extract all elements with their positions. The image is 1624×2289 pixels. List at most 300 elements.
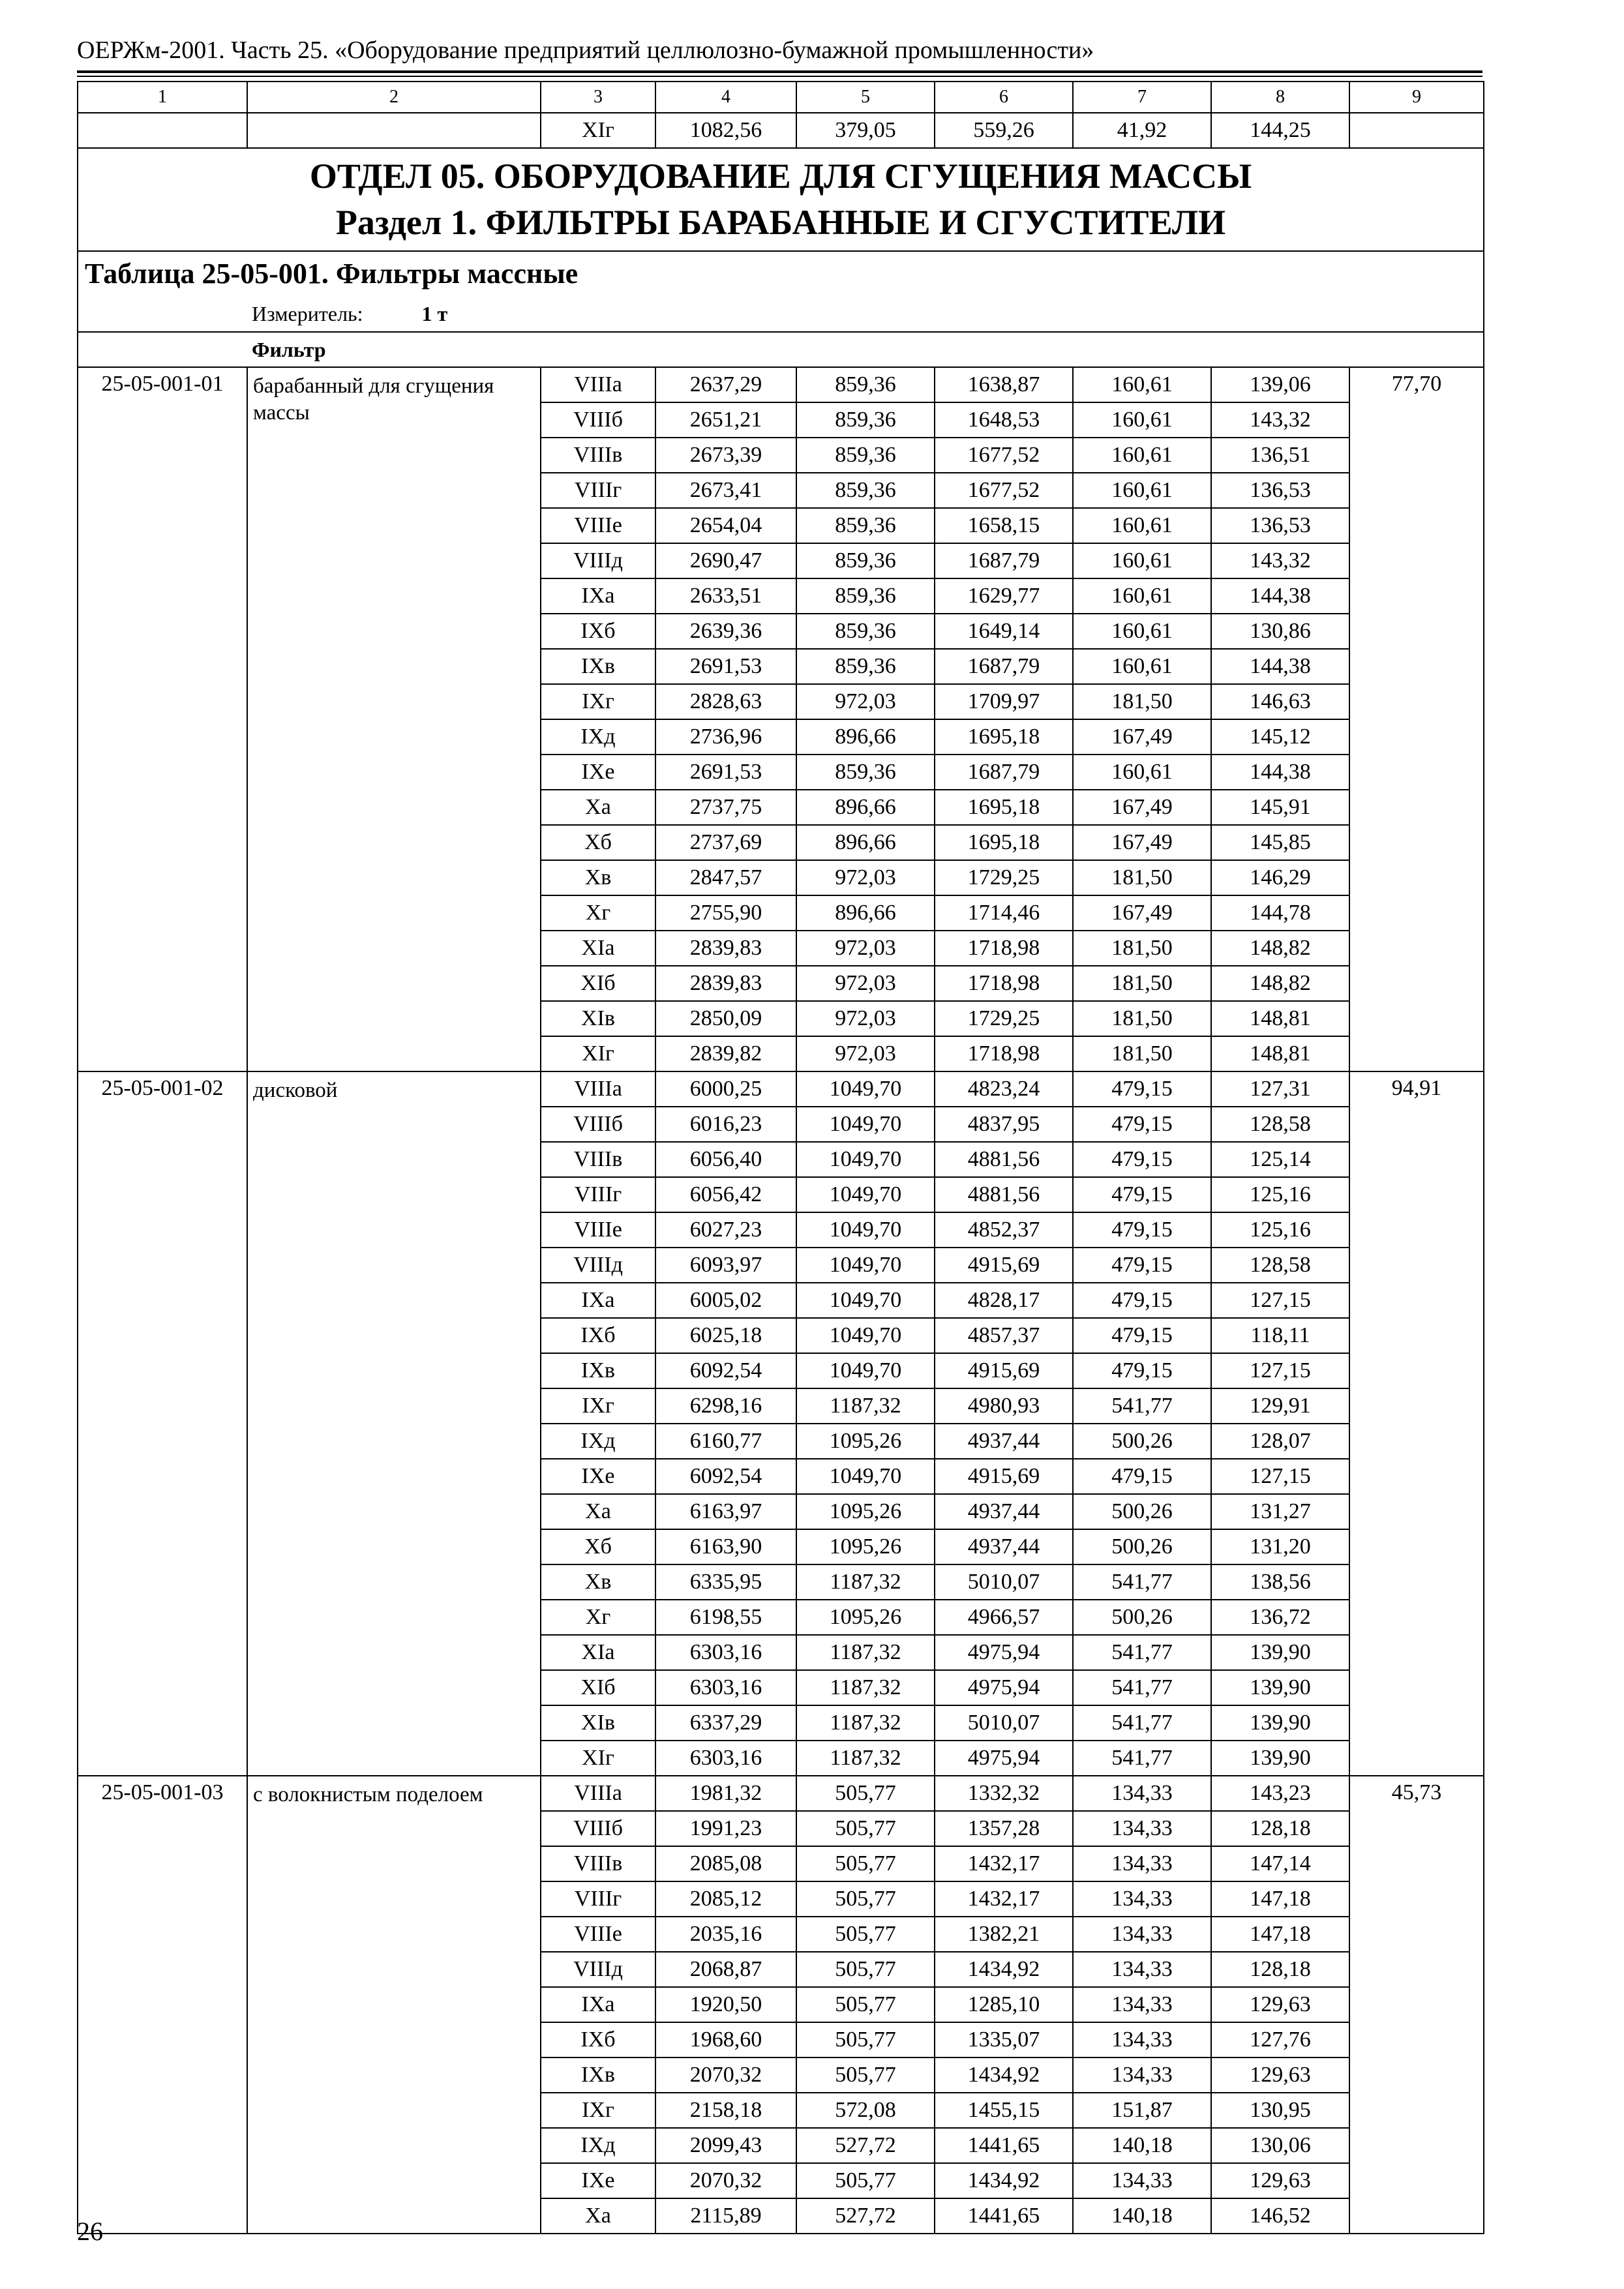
cell-value: 144,25 [1211,113,1349,148]
cell-value: 1649,14 [935,614,1073,649]
cell-value: 505,77 [796,1952,935,1987]
cell-value: 181,50 [1073,966,1211,1001]
cell-value: 125,16 [1211,1212,1349,1248]
cell-value: 130,06 [1211,2128,1349,2163]
cell-value: 127,15 [1211,1459,1349,1494]
cell-value: 2633,51 [655,578,796,614]
cell-value: 4852,37 [935,1212,1073,1248]
cell-zone: Xа [541,1494,655,1529]
cell-zone: XIв [541,1705,655,1741]
cell-value: 160,61 [1073,543,1211,578]
cell-value: 479,15 [1073,1212,1211,1248]
page-header-title: ОЕРЖм-2001. Часть 25. «Оборудование предприятий целлюлозно-бумажной промышленности» [77,37,1094,64]
cell-value: 541,77 [1073,1705,1211,1741]
cell-value: 2158,18 [655,2093,796,2128]
cell-value: 160,61 [1073,402,1211,438]
cell-value: 1187,32 [796,1670,935,1705]
cell-value: 129,91 [1211,1388,1349,1424]
cell-value: 134,33 [1073,2163,1211,2198]
item-name: барабанный для сгущения массы [247,367,541,1071]
cell-zone: VIIIа [541,367,655,402]
cell-value: 125,16 [1211,1177,1349,1212]
cell-value: 2828,63 [655,684,796,719]
cell-value: 2099,43 [655,2128,796,2163]
cell-value: 2085,08 [655,1846,796,1881]
cell-value: 500,26 [1073,1529,1211,1564]
cell-value: 1658,15 [935,508,1073,543]
cell-value: 151,87 [1073,2093,1211,2128]
cell-value: 1187,32 [796,1564,935,1600]
cell-value: 859,36 [796,755,935,790]
unit-value: 1 т [421,302,448,325]
column-number: 7 [1073,82,1211,113]
cell-value: 147,14 [1211,1846,1349,1881]
cell-zone: VIIIг [541,1177,655,1212]
department-heading-row [78,148,1484,251]
cell-value: 505,77 [796,1846,935,1881]
cell-value: 2115,89 [655,2198,796,2234]
cell-zone: IXб [541,1318,655,1353]
cell-value: 6298,16 [655,1388,796,1424]
cell-value: 859,36 [796,578,935,614]
cell-value: 1049,70 [796,1177,935,1212]
group-label: Фильтр [78,332,1484,367]
cell-zone: Xв [541,860,655,895]
unit-label: Измеритель: [252,302,363,325]
cell-value: 129,63 [1211,2163,1349,2198]
cell-value: 6160,77 [655,1424,796,1459]
cell-value: 1082,56 [655,113,796,148]
cell-value: 479,15 [1073,1107,1211,1142]
cell-value: 127,15 [1211,1283,1349,1318]
cell-value: 4937,44 [935,1494,1073,1529]
column-number: 3 [541,82,655,113]
header-rule-thin [77,76,1482,77]
cell-value: 896,66 [796,895,935,931]
cell-value: 1049,70 [796,1283,935,1318]
cell-value: 1677,52 [935,438,1073,473]
cell-zone: XIб [541,966,655,1001]
cell-value: 2847,57 [655,860,796,895]
cell-value: 2691,53 [655,649,796,684]
cell-value: 1049,70 [796,1107,935,1142]
cell-value: 146,29 [1211,860,1349,895]
cell-zone: VIIIг [541,473,655,508]
column-number: 8 [1211,82,1349,113]
cell-value: 181,50 [1073,931,1211,966]
column-number: 2 [247,82,541,113]
cell-value: 134,33 [1073,2022,1211,2057]
cell-value: 2068,87 [655,1952,796,1987]
cell-value: 2035,16 [655,1917,796,1952]
cell-zone: IXе [541,755,655,790]
column-number: 4 [655,82,796,113]
cell-value: 479,15 [1073,1248,1211,1283]
cell-value: 859,36 [796,402,935,438]
cell-value: 138,56 [1211,1564,1349,1600]
unit-cell [78,296,1484,332]
cell-value: 1687,79 [935,755,1073,790]
cell-value: 479,15 [1073,1318,1211,1353]
cell-value: 1095,26 [796,1600,935,1635]
cell-value: 1049,70 [796,1071,935,1107]
cell-value: 134,33 [1073,1811,1211,1846]
cell-value: 1049,70 [796,1353,935,1388]
cell-value: 134,33 [1073,2057,1211,2093]
cell-value: 2850,09 [655,1001,796,1036]
cell-value: 128,58 [1211,1248,1349,1283]
cell-zone: Xа [541,2198,655,2234]
cell-value: 4823,24 [935,1071,1073,1107]
cell-zone: VIIIв [541,438,655,473]
cell-value: 1687,79 [935,543,1073,578]
cell-value: 1718,98 [935,1036,1073,1071]
cell-value: 1441,65 [935,2198,1073,2234]
cell-value: 972,03 [796,1036,935,1071]
cell-value: 4881,56 [935,1142,1073,1177]
cell-value: 1285,10 [935,1987,1073,2022]
cell-value: 1695,18 [935,825,1073,860]
cell-value: 1434,92 [935,1952,1073,1987]
group-row [78,332,1484,367]
cell-value: 181,50 [1073,1001,1211,1036]
cell-value: 479,15 [1073,1353,1211,1388]
cell-value [1349,113,1484,148]
cell-value: 1709,97 [935,684,1073,719]
cell-value: 1648,53 [935,402,1073,438]
cell-value: 143,32 [1211,402,1349,438]
cell-value: 139,90 [1211,1635,1349,1670]
item-code: 25-05-001-03 [78,1776,247,2234]
cell-zone: IXе [541,2163,655,2198]
cell-value: 505,77 [796,2022,935,2057]
cell-value: 148,82 [1211,966,1349,1001]
cell-zone: Xг [541,1600,655,1635]
cell-value: 4857,37 [935,1318,1073,1353]
cell-value: 1729,25 [935,860,1073,895]
cell-value: 4966,57 [935,1600,1073,1635]
cell-value: 144,38 [1211,649,1349,684]
cell-value: 4915,69 [935,1459,1073,1494]
cell-value: 500,26 [1073,1424,1211,1459]
cell-value: 6163,90 [655,1529,796,1564]
table-row [78,1776,1484,1811]
cell-value: 972,03 [796,931,935,966]
cell-value: 859,36 [796,614,935,649]
column-number: 9 [1349,82,1484,113]
cell-value: 160,61 [1073,438,1211,473]
cell-value: 1455,15 [935,2093,1073,2128]
cell-zone: VIIIа [541,1071,655,1107]
cell-value: 134,33 [1073,1776,1211,1811]
cell-value: 144,38 [1211,578,1349,614]
cell-zone: IXв [541,2057,655,2093]
cell-value: 136,51 [1211,438,1349,473]
section-title: Раздел 1. ФИЛЬТРЫ БАРАБАННЫЕ И СГУСТИТЕЛИ [335,203,1226,242]
cell-value: 145,85 [1211,825,1349,860]
cell-value: 181,50 [1073,860,1211,895]
cell-zone: IXв [541,1353,655,1388]
cell-value: 2691,53 [655,755,796,790]
cell-value: 972,03 [796,1001,935,1036]
cell-zone: IXа [541,578,655,614]
cell-zone: IXб [541,2022,655,2057]
cell-value: 6005,02 [655,1283,796,1318]
cell-zone: XIв [541,1001,655,1036]
cell-value: 6335,95 [655,1564,796,1600]
cell-value: 1638,87 [935,367,1073,402]
cell-value: 505,77 [796,1811,935,1846]
cell-value: 6056,42 [655,1177,796,1212]
cell-value: 134,33 [1073,1917,1211,1952]
cell-value: 2070,32 [655,2057,796,2093]
table-title-row [78,251,1484,296]
cell-value: 134,33 [1073,1952,1211,1987]
cell-value: 6000,25 [655,1071,796,1107]
cell-value: 2639,36 [655,614,796,649]
cell-zone: IXд [541,1424,655,1459]
cell-value: 527,72 [796,2198,935,2234]
cell-value: 6303,16 [655,1635,796,1670]
cell-zone: IXг [541,684,655,719]
cell-value: 146,52 [1211,2198,1349,2234]
cell-value: 479,15 [1073,1459,1211,1494]
cell-value: 2690,47 [655,543,796,578]
header-rule [77,70,1482,73]
cell-value: 1718,98 [935,966,1073,1001]
cell-value: 1981,32 [655,1776,796,1811]
cell-value: 1432,17 [935,1846,1073,1881]
cell-value: 129,63 [1211,1987,1349,2022]
cell-value: 6056,40 [655,1142,796,1177]
cell-zone: IXд [541,2128,655,2163]
cell-zone: IXе [541,1459,655,1494]
cell-value: 128,18 [1211,1952,1349,1987]
cell-value: 1441,65 [935,2128,1073,2163]
cell-zone: XIа [541,1635,655,1670]
cell-value: 1049,70 [796,1212,935,1248]
column-number: 1 [78,82,247,113]
table-row [78,1071,1484,1107]
cell-value: 148,81 [1211,1001,1349,1036]
cell-value: 1335,07 [935,2022,1073,2057]
cell-zone: VIIIе [541,1917,655,1952]
cell-value: 143,23 [1211,1776,1349,1811]
column-number: 6 [935,82,1073,113]
cell-value: 143,32 [1211,543,1349,578]
cell-value: 1695,18 [935,790,1073,825]
cell-value: 167,49 [1073,719,1211,755]
cell-value: 160,61 [1073,508,1211,543]
cell-value: 6016,23 [655,1107,796,1142]
cell-value: 1049,70 [796,1318,935,1353]
cell-value: 139,90 [1211,1741,1349,1776]
cell-zone: Xб [541,825,655,860]
cell-value: 505,77 [796,1987,935,2022]
cell-value: 1187,32 [796,1705,935,1741]
cell-value: 148,81 [1211,1036,1349,1071]
cell-value: 4980,93 [935,1388,1073,1424]
cell-value: 131,27 [1211,1494,1349,1529]
cell-value: 145,12 [1211,719,1349,755]
cell-value: 1714,46 [935,895,1073,931]
cell-value: 4975,94 [935,1741,1073,1776]
cell-value: 4881,56 [935,1177,1073,1212]
cell-value: 118,11 [1211,1318,1349,1353]
cell-value: 1187,32 [796,1741,935,1776]
cell-value: 6337,29 [655,1705,796,1741]
cell-value: 160,61 [1073,578,1211,614]
cell-value: 167,49 [1073,790,1211,825]
rates-table-container [77,81,1483,2234]
cell-value: 131,20 [1211,1529,1349,1564]
cell-value: 139,90 [1211,1705,1349,1741]
item-code: 25-05-001-01 [78,367,247,1071]
cell-value: 2070,32 [655,2163,796,2198]
table-row [78,367,1484,402]
cell-zone: VIIIе [541,508,655,543]
cell-zone: VIIIд [541,543,655,578]
column-number-row [78,82,1484,113]
cell-value: 1432,17 [935,1881,1073,1917]
cell-zone: VIIIд [541,1952,655,1987]
rates-table-body [78,82,1484,2234]
cell-value: 144,38 [1211,755,1349,790]
item-col9: 94,91 [1349,1071,1484,1776]
cell-value: 2673,39 [655,438,796,473]
rates-table [77,81,1484,2234]
department-title: ОТДЕЛ 05. ОБОРУДОВАНИЕ ДЛЯ СГУЩЕНИЯ МАССЫ [309,156,1252,196]
cell-value: 140,18 [1073,2128,1211,2163]
cell-value: 541,77 [1073,1388,1211,1424]
cell-zone: IXд [541,719,655,755]
cell-value: 146,63 [1211,684,1349,719]
cell-value: 896,66 [796,790,935,825]
cell-value: 1434,92 [935,2057,1073,2093]
cell-value: 127,76 [1211,2022,1349,2057]
cell-name [247,113,541,148]
cell-code [78,113,247,148]
cell-value: 527,72 [796,2128,935,2163]
cell-value: 479,15 [1073,1283,1211,1318]
cell-zone: XIг [541,1741,655,1776]
cell-zone: VIIIд [541,1248,655,1283]
cell-value: 1920,50 [655,1987,796,2022]
cell-value: 6025,18 [655,1318,796,1353]
cell-value: 479,15 [1073,1177,1211,1212]
cell-value: 160,61 [1073,473,1211,508]
cell-value: 148,82 [1211,931,1349,966]
cell-value: 859,36 [796,473,935,508]
cell-value: 1434,92 [935,2163,1073,2198]
cell-value: 1729,25 [935,1001,1073,1036]
table-title: Таблица 25-05-001. Фильтры массные [78,251,1484,296]
cell-value: 1687,79 [935,649,1073,684]
cell-value: 972,03 [796,860,935,895]
cell-value: 2737,75 [655,790,796,825]
cell-value: 2737,69 [655,825,796,860]
cell-value: 140,18 [1073,2198,1211,2234]
cell-value: 4975,94 [935,1635,1073,1670]
cell-value: 4937,44 [935,1529,1073,1564]
cell-value: 1095,26 [796,1494,935,1529]
cell-value: 505,77 [796,2057,935,2093]
cell-zone: IXа [541,1283,655,1318]
cell-value: 127,31 [1211,1071,1349,1107]
cell-value: 134,33 [1073,1881,1211,1917]
page-number: 26 [77,2217,103,2246]
cell-value: 147,18 [1211,1881,1349,1917]
cell-value: 144,78 [1211,895,1349,931]
cell-value: 1187,32 [796,1635,935,1670]
cell-value: 2839,82 [655,1036,796,1071]
item-col9: 77,70 [1349,367,1484,1071]
cell-value: 160,61 [1073,649,1211,684]
cell-value: 139,90 [1211,1670,1349,1705]
cell-value: 1049,70 [796,1248,935,1283]
item-name: с волокнистым поделоем [247,1776,541,2234]
cell-zone: IXа [541,1987,655,2022]
cell-zone: VIIIе [541,1212,655,1248]
cell-value: 972,03 [796,966,935,1001]
item-col9: 45,73 [1349,1776,1484,2234]
cell-zone: XIб [541,1670,655,1705]
cell-value: 5010,07 [935,1705,1073,1741]
cell-zone: Xг [541,895,655,931]
cell-zone: VIIIа [541,1776,655,1811]
cell-value: 379,05 [796,113,935,148]
cell-value: 136,72 [1211,1600,1349,1635]
cell-value: 6092,54 [655,1459,796,1494]
cell-value: 6303,16 [655,1670,796,1705]
item-name: дисковой [247,1071,541,1776]
cell-value: 167,49 [1073,825,1211,860]
cell-value: 541,77 [1073,1564,1211,1600]
cell-value: 1332,32 [935,1776,1073,1811]
cell-zone: XIг [541,113,655,148]
cell-value: 127,15 [1211,1353,1349,1388]
cell-value: 4937,44 [935,1424,1073,1459]
cell-zone: VIIIв [541,1846,655,1881]
cell-value: 1718,98 [935,931,1073,966]
cell-value: 1049,70 [796,1142,935,1177]
cell-value: 167,49 [1073,895,1211,931]
cell-value: 2839,83 [655,966,796,1001]
cell-value: 6163,97 [655,1494,796,1529]
cell-zone: VIIIб [541,402,655,438]
cell-value: 147,18 [1211,1917,1349,1952]
cell-value: 1968,60 [655,2022,796,2057]
cell-value: 479,15 [1073,1142,1211,1177]
cell-value: 136,53 [1211,508,1349,543]
cell-value: 479,15 [1073,1071,1211,1107]
cell-value: 2736,96 [655,719,796,755]
cell-value: 1695,18 [935,719,1073,755]
cell-value: 4837,95 [935,1107,1073,1142]
cell-value: 160,61 [1073,614,1211,649]
cell-value: 5010,07 [935,1564,1073,1600]
cell-value: 4975,94 [935,1670,1073,1705]
cell-value: 559,26 [935,113,1073,148]
cell-value: 2637,29 [655,367,796,402]
cell-value: 972,03 [796,684,935,719]
cell-value: 1049,70 [796,1459,935,1494]
cell-value: 541,77 [1073,1670,1211,1705]
cell-value: 2651,21 [655,402,796,438]
cell-value: 505,77 [796,2163,935,2198]
cell-value: 129,63 [1211,2057,1349,2093]
cell-value: 541,77 [1073,1741,1211,1776]
